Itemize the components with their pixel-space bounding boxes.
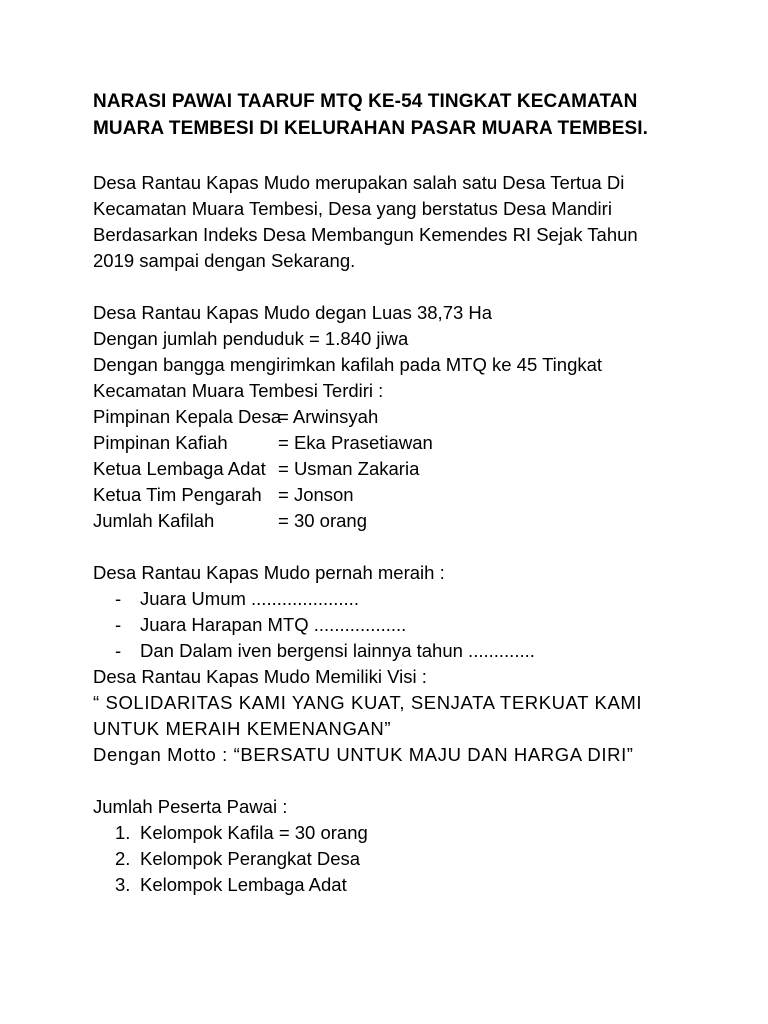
member-key: Ketua Lembaga Adat: [93, 458, 266, 479]
member-row: [93, 456, 743, 482]
member-row: [93, 482, 743, 508]
member-key: Ketua Tim Pengarah: [93, 484, 262, 505]
member-value: = Arwinsyah: [278, 406, 379, 427]
list-bullet: -: [115, 614, 122, 635]
list-item: [93, 586, 743, 612]
document-body: [93, 170, 743, 898]
list-bullet: -: [115, 588, 122, 609]
vision-heading: Desa Rantau Kapas Mudo Memiliki Visi :: [93, 666, 427, 687]
list-number: 2.: [115, 848, 131, 869]
list-item: [93, 612, 743, 638]
member-row: [93, 430, 743, 456]
title-line-1: NARASI PAWAI TAARUF MTQ KE-54 TINGKAT KECAMATAN: [93, 91, 638, 112]
motto-line: Dengan Motto : “BERSATU UNTUK MAJU DAN HARGA DIRI”: [93, 744, 634, 765]
achievements-heading: Desa Rantau Kapas Mudo pernah meraih :: [93, 562, 445, 583]
intro-line-1: Desa Rantau Kapas Mudo merupakan salah satu Desa Tertua Di: [93, 172, 625, 193]
list-item-text: Juara Harapan MTQ ..................: [140, 614, 407, 635]
list-item-text: Kelompok Perangkat Desa: [140, 848, 361, 869]
member-key: Pimpinan Kepala Desa: [93, 406, 282, 427]
participants-heading: Jumlah Peserta Pawai :: [93, 796, 288, 817]
list-item: [93, 638, 743, 664]
list-item-text: Dan Dalam iven bergensi lainnya tahun .............: [140, 640, 535, 661]
list-number: 3.: [115, 874, 131, 895]
penduduk-line: Dengan jumlah penduduk = 1.840 jiwa: [93, 328, 409, 349]
member-value: = 30 orang: [278, 510, 367, 531]
document-title: [93, 88, 743, 142]
list-bullet: -: [115, 640, 122, 661]
list-item-text: Kelompok Lembaga Adat: [140, 874, 347, 895]
member-value: = Usman Zakaria: [278, 458, 420, 479]
member-key: Jumlah Kafilah: [93, 510, 215, 531]
list-item-text: Kelompok Kafila = 30 orang: [140, 822, 368, 843]
list-number: 1.: [115, 822, 131, 843]
member-row: [93, 404, 743, 430]
intro-line-4: 2019 sampai dengan Sekarang.: [93, 250, 356, 271]
intro-line-3: Berdasarkan Indeks Desa Membangun Kemendes RI Sejak Tahun: [93, 224, 638, 245]
list-item-text: Juara Umum .....................: [140, 588, 359, 609]
intro-line-2: Kecamatan Muara Tembesi, Desa yang berstatus Desa Mandiri: [93, 198, 612, 219]
kafilah-line-2: Kecamatan Muara Tembesi Terdiri :: [93, 380, 384, 401]
list-item: [93, 820, 743, 846]
kafilah-line-1: Dengan bangga mengirimkan kafilah pada MTQ ke 45 Tingkat: [93, 354, 603, 375]
list-item: [93, 872, 743, 898]
member-value: = Jonson: [278, 484, 354, 505]
title-line-2: MUARA TEMBESI DI KELURAHAN PASAR MUARA TEMBESI.: [93, 118, 648, 139]
list-item: [93, 846, 743, 872]
vision-line-1: “ SOLIDARITAS KAMI YANG KUAT, SENJATA TERKUAT KAMI: [93, 692, 643, 713]
luas-line: Desa Rantau Kapas Mudo degan Luas 38,73 Ha: [93, 302, 493, 323]
member-row: [93, 508, 743, 534]
member-value: = Eka Prasetiawan: [278, 432, 433, 453]
vision-line-2: UNTUK MERAIH KEMENANGAN”: [93, 718, 392, 739]
member-key: Pimpinan Kafiah: [93, 432, 228, 453]
